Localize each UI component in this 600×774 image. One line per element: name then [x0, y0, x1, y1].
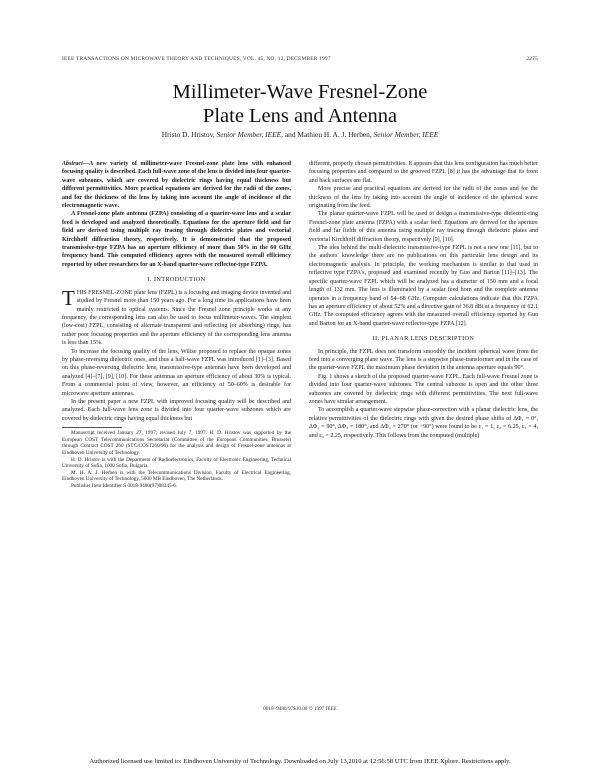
- footnote-author-1: H. D. Hristov is with the Department of Radioelectronics, Faculty of Electronic Engineering, Technical University of Sofia, 1000 Sofia, Bulgaria.: [62, 456, 291, 470]
- body-paragraph-5: In principle, the FZPL does not transform smoothly the incident spherical wave from the feed into a converging plane wave. The lens is a stepwise phase-transformer and in the case of the quarter-wave FZPL the maximum phase deviation in the antenna aperture equals 90°.: [309, 348, 538, 372]
- author-2: Mathieu H. A. J. Herben,: [297, 130, 372, 139]
- right-column: [309, 160, 538, 440]
- page-number: 2275: [526, 56, 538, 62]
- body-paragraph-6: Fig. 1 shows a sketch of the proposed quarter-wave FZPL. Each full-wave Fresnel zone is divided into four quarter-wave subzones. The central subzone is open and the other three subzones are covered by dielectric rings with different permittivities. The next full-wave zones have similar arrangement.: [309, 373, 538, 405]
- intro-paragraph-2: To increase the focusing quality of the lens, Wiltse proposed to replace the opaque zones by phase-reversing dielectric ones, and thus a half-wave FZPL was introduced [1]–[3]. Based on this phase-reversing dielectric lens, transmissive-type antennas have been developed and analyzed [4]–[7], [9], [10]. For these antennas an aperture efficiency of about 30% is typical. From a commercial point of view, however, an efficiency of 50–60% is desirable for microwave aperture antennas.: [62, 348, 291, 397]
- intro-paragraph-3: In the present paper a new FZPL with improved focusing quality will be described and analyzed. Each full-wave lens zone is divided into four quarter-wave subzones which are covered by dielectric rings having equal thickness but: [62, 398, 291, 422]
- abstract-paragraph-2: A Fresnel-zone plate antenna (FZPA) consisting of a quarter-wave lens and a scalar feed is developed and analyzed theoretically. Equations for the aperture field and far field are derived using multiple ray tracing through dielectric plates and vectorial Kirchhoff diffraction theory, respectively. It is demonstrated that the proposed transmissive-type FZPA has an aperture efficiency of more than 50% in the 60 GHz frequency band. This computed efficiency agrees with the measured overall efficiency reported by other researchers for an X-band quarter-wave reflector-type FZPA.: [62, 211, 291, 268]
- body-paragraph-3: The planar quarter-wave FZPL will be used to design a transmissive-type dielectric-ring Fresnel-zone plate antenna (FZPA) with a scalar feed. Equations are derived for the aperture field and far fields of this antenna using multiple ray tracing through dielectric plates and vectorial Kirchhoff diffraction theory, respectively [9], [10].: [309, 211, 538, 243]
- paper-title: [0, 80, 600, 128]
- abstract-lead: Abstract—: [62, 161, 89, 167]
- copyright-identifier: 0018–9480/97$10.00 © 1997 IEEE: [263, 706, 337, 712]
- footnote-divider: [62, 427, 122, 428]
- author-1: Hristo D. Hristov,: [161, 130, 215, 139]
- author-conjunction: and: [284, 130, 296, 139]
- intro-paragraph-1: [62, 285, 291, 348]
- section-heading-introduction: I. INTRODUCTION: [147, 276, 206, 284]
- footnote-author-2: M. H. A. J. Herben is with the Telecommunications Division, Faculty of Electrical Engineering, Eindhoven University of Technology, 5600 MB Eindhoven, The Netherlands.: [62, 469, 291, 483]
- title-line-1: Millimeter-Wave Fresnel-Zone: [172, 81, 428, 103]
- body-paragraph-2: More precise and practical equations are derived for the radii of the zones and for the thickness of the lens by taking into account the angle of incidence of the spherical wave originating from the feed.: [309, 186, 538, 210]
- left-column: [62, 160, 291, 490]
- author-2-role: Senior Member, IEEE: [373, 130, 439, 139]
- author-1-role: Senior Member, IEEE,: [216, 130, 284, 139]
- license-notice: Authorized licensed use limited to: Eindhoven University of Technology. Downloaded on July 13,2010 at 12:56:58 UTC from IEEE Xplore. Restrictions apply.: [89, 758, 511, 765]
- body-paragraph-1: different, properly chosen permittivities. It appears that this lens configuration has much better focusing properties and compared to the grooved FZPL [8] it has the advantage that its front and back surfaces are flat.: [309, 161, 538, 184]
- section-heading-lens-description: II. PLANAR LENS DESCRIPTION: [372, 335, 475, 343]
- drop-cap: T: [62, 285, 75, 310]
- footnote-manuscript: Manuscript received January 27, 1997; revised July 7, 1997. H. D. Hristov was supported by the European COST Telecommunications Secretariat (Committee of the European Communities, Brussels) through Contract COST 260 (STC/COST260/96) for the analysis and design of Fresnel-zone antennas at Eindhoven University of Technology.: [62, 430, 291, 456]
- intro-text-1: HIS FRESNEL-ZONE plate lens (FZPL) is a focusing and imaging device invented and studied by Fresnel more than 150 years ago. For a long time its applications have been mainly restricted to optical systems. Since the Fresnel zone principle works at any frequency, the corresponding lens can also be used to focus millimeter-waves. The simplest (low-cost) FZPL, consisting of alternate transparent and reflecting (or absorbing) rings, has rather poor focusing properties and the aperture efficiency of the corresponding lens antenna is less than 15%.: [62, 289, 291, 347]
- journal-header: IEEE TRANSACTIONS ON MICROWAVE THEORY AND TECHNIQUES, VOL. 45, NO. 12, DECEMBER 1997: [62, 56, 331, 62]
- body-paragraph-4: The idea behind the multi-dielectric transmissive-type FZPL is not a new one [11], but to the authors' knowledge there are no publications on this particular lens design and its electromagnetic analysis. In principle, the working mechanism is similar to that used in reflective type FZPA's, proposed and examined recently by Guo and Barton [11]–[13]. The specific quarter-wave FZPL which will be analyzed has a diameter of 150 mm and a focal length of 132 mm. The lens is illuminated by a scalar feed horn and the complete antenna operates in a frequency band of 54–68 GHz. Computer calculations indicate that this FZPA has an aperture efficiency of about 52% and a directive gain of 36.8 dBi at a frequency of 62.1 GHz. The computed efficiency agrees with the measured overall efficiency reported by Guo and Barton for an X-band quarter-wave reflector-type FZPA [12].: [309, 245, 538, 327]
- footnote-pii: Publisher Item Identifier S 0018-9480(97)08345-6.: [71, 482, 178, 489]
- author-line: [0, 130, 600, 139]
- abstract-text-1: A new variety of millimeter-wave Fresnel-zone plate lens with enhanced focusing quality is described. Each full-wave zone of the lens is divided into four quarter-wave subzones, which are covered by dielectric rings having equal thickness but different permittivities. More practical equations are derived for the radii of the zones, and for the thickness of the lens by taking into account the angle of incidence of the electromagnetic wave.: [62, 161, 291, 210]
- body-paragraph-7: To accomplish a quarter-wave stepwise phase-correction with a planar dielectric lens, the relative permittivities of the dielectric rings with given the desired phase shifts of ΔΦ₁ = 0°, ΔΦ₂ = 90°, ΔΦ₃ = 180°, and ΔΦ₄ = 270° (or −90°) were found to be ε₁ = 1, ε₂ = 6.25, ε₃ = 4, and ε₄ = 2.25, respectively. This follows from the computed (multiple): [309, 407, 538, 439]
- abstract-paragraph-1: [62, 160, 291, 210]
- running-head: [62, 56, 538, 62]
- title-line-2: Plate Lens and Antenna: [202, 105, 398, 127]
